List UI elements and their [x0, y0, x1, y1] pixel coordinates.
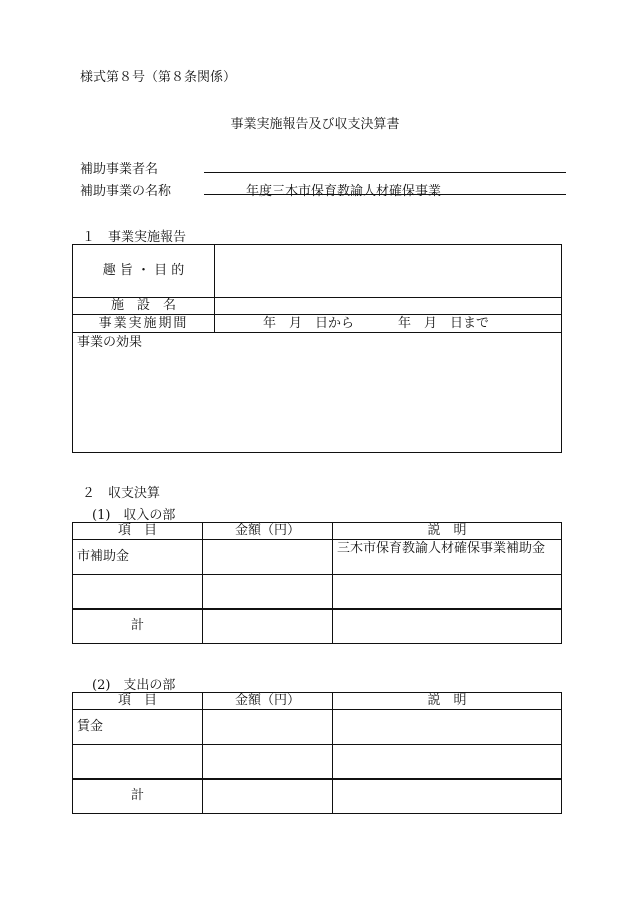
income-amount-cell[interactable]: [203, 575, 333, 609]
income-header-amount: 金額（円）: [203, 523, 333, 540]
applicant-label: 補助事業者名: [80, 162, 159, 177]
expense-header-row: [73, 693, 562, 710]
income-table: [72, 522, 562, 644]
expense-heading: (2) 支出の部: [92, 678, 176, 693]
income-heading: (1) 収入の部: [92, 508, 176, 523]
table-row: [73, 540, 562, 575]
expense-item-cell[interactable]: 賃金: [73, 710, 203, 745]
facility-cell[interactable]: [215, 298, 562, 315]
form-number: 様式第８号（第８条関係）: [80, 70, 237, 85]
project-name-label: 補助事業の名称: [80, 184, 172, 199]
document-title: 事業実施報告及び収支決算書: [230, 117, 400, 132]
income-header-item: 項 目: [73, 523, 203, 540]
period-label: 事業実施期間: [73, 315, 215, 333]
income-item-cell[interactable]: 市補助金: [73, 540, 203, 575]
expense-header-note: 説 明: [333, 693, 562, 710]
facility-label: 施 設 名: [73, 298, 215, 315]
expense-total-label: 計: [73, 779, 203, 814]
purpose-label: 趣 旨 ・ 目 的: [73, 245, 215, 298]
expense-total-amount[interactable]: [203, 779, 333, 814]
project-name-underline: [204, 194, 566, 195]
purpose-cell[interactable]: [215, 245, 562, 298]
table-row: [73, 710, 562, 745]
project-name-value: 年度三木市保育教諭人材確保事業: [246, 184, 442, 199]
income-header-note: 説 明: [333, 523, 562, 540]
period-row: [73, 315, 562, 333]
income-total-amount[interactable]: [203, 609, 333, 644]
effect-cell[interactable]: [73, 333, 562, 453]
expense-note-cell[interactable]: [333, 710, 562, 745]
expense-amount-cell[interactable]: [203, 745, 333, 779]
section1-heading: １ 事業実施報告: [82, 230, 187, 245]
period-to: 年 月 日まで: [398, 315, 490, 331]
income-item-cell[interactable]: [73, 575, 203, 609]
period-cell[interactable]: [215, 315, 562, 333]
expense-amount-cell[interactable]: [203, 710, 333, 745]
expense-total-row: [73, 779, 562, 814]
income-total-label: 計: [73, 609, 203, 644]
expense-header-item: 項 目: [73, 693, 203, 710]
applicant-underline: [204, 172, 566, 173]
income-note-cell[interactable]: 三木市保育教諭人材確保事業補助金: [333, 540, 562, 575]
facility-row: [73, 298, 562, 315]
expense-header-amount: 金額（円）: [203, 693, 333, 710]
report-table: [72, 244, 562, 453]
purpose-row: [73, 245, 562, 298]
effect-row: [73, 333, 562, 453]
effect-label: 事業の効果: [77, 335, 143, 350]
income-amount-cell[interactable]: [203, 540, 333, 575]
income-total-row: [73, 609, 562, 644]
income-total-note[interactable]: [333, 609, 562, 644]
expense-item-cell[interactable]: [73, 745, 203, 779]
expense-total-note[interactable]: [333, 779, 562, 814]
table-row: [73, 745, 562, 779]
table-row: [73, 575, 562, 609]
expense-table: [72, 692, 562, 814]
income-note-cell[interactable]: [333, 575, 562, 609]
period-from: 年 月 日から: [263, 315, 355, 331]
expense-note-cell[interactable]: [333, 745, 562, 779]
income-header-row: [73, 523, 562, 540]
section2-heading: ２ 収支決算: [82, 486, 161, 501]
